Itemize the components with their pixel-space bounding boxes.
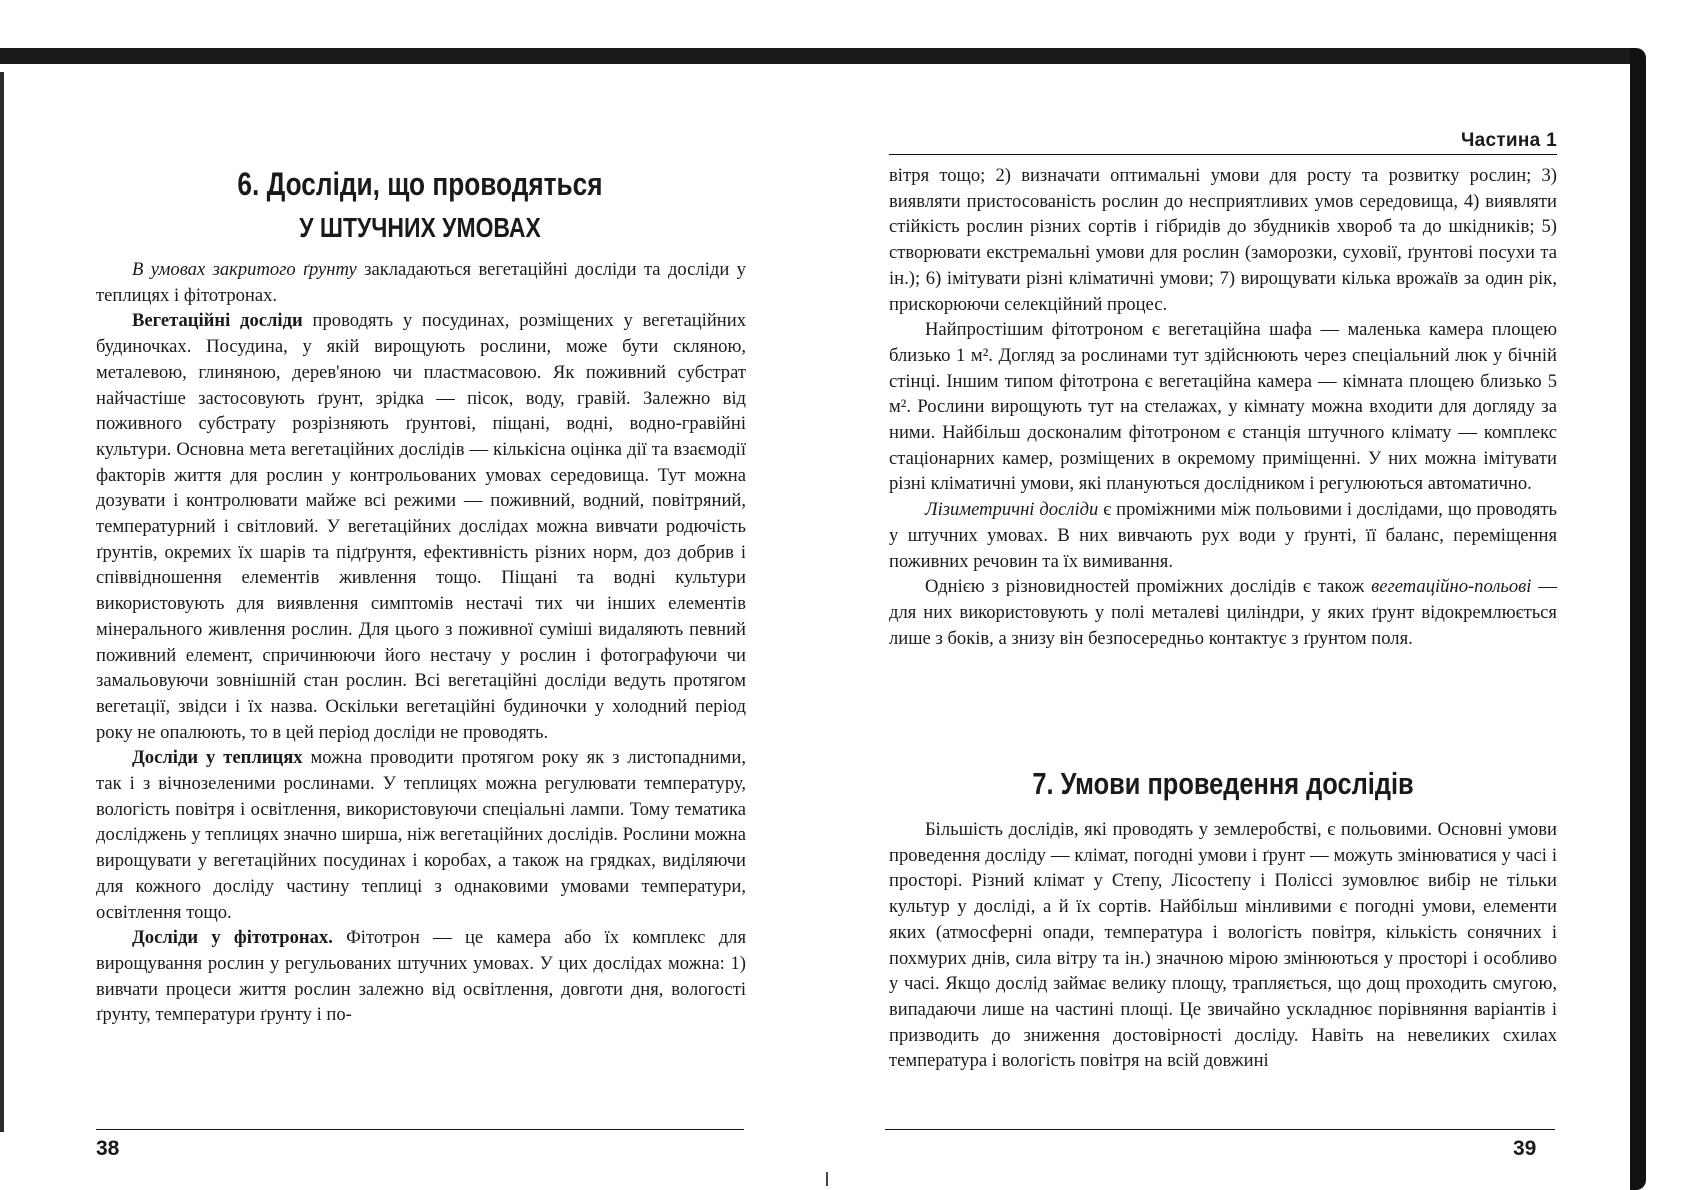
paragraph [889,497,1557,574]
left-page-body [96,257,746,1028]
book-left-edge [0,72,4,1132]
paragraph-text: Однією з різновидностей проміжних дослідів є також [925,576,1372,598]
section-6-heading-line1: 6. Досліди, що проводяться [237,166,603,202]
book-right-edge [1630,48,1646,1190]
bold-term: Досліди у фітотронах. [132,927,333,949]
paragraph [889,817,1557,1074]
bold-term: Вегетаційні досліди [132,310,303,332]
italic-term: вегетаційно-польові [1371,576,1532,598]
page-number-right: 39 [1513,1137,1537,1160]
paragraph [889,163,1557,317]
paragraph [96,257,746,308]
paragraph-text: Фітотрон — це камера або їх комплекс для вирощування рослин у регульованих штучних умовах. У цих дослідах можна: 1) вивчати процеси життя рослин залежно від освітлення, довготи дня, вологості ґрунту, температури ґрунту і по- [96,927,746,1026]
right-page-body-bottom [889,817,1557,1074]
section-7-heading: 7. Умови проведення дослідів [1032,766,1414,801]
italic-term: В умовах закритого ґрунту [132,259,357,280]
paragraph [96,925,746,1028]
paragraph [96,745,746,925]
bold-term: Досліди у теплицях [132,747,303,769]
paragraph [889,574,1557,651]
page-number-left: 38 [96,1137,120,1160]
paragraph-text: Найпростішим фітотроном є вегетаційна шафа — маленька камера площею близько 1 м². Догляд за рослинами тут здійснюють через спеціальний люк у бічній стінці. Іншим типом фітотрона є вегетаційна камера — кімната площею близько 5 м². Рослини вирощують тут на стелажах, у кімнату можна входити для догляду за ними. Найбільш досконалим фітотроном є станція штучного клімату — комплекс стаціонарних камер, розміщених в окремому приміщенні. У них можна імітувати різні кліматичні умови, які плануються дослідником і регулюються автоматично. [889,319,1557,495]
italic-term: Лізиметричні досліди [925,499,1099,521]
running-head-text: Частина 1 [1460,130,1557,151]
right-footer-rule [885,1129,1555,1130]
paragraph-text: є проміжними між польовими і дослідами, що проводять у штучних умовах. В них вивчають рух води у ґрунті, її баланс, переміщення поживних речовин та їх вимивання. [889,499,1557,572]
paragraph-text: Більшість дослідів, які проводять у землеробстві, є польовими. Основні умови проведення досліду — клімат, погодні умови і ґрунт — можуть змінюватися у часі і просторі. Різний клімат у Степу, Лісостепу і Поліссі зумовлює вибір не тільки культур у досліді, а й їх сортів. Найбільш мінливими є погодні умови, елементи яких (атмосферні опади, температура і вологість повітря, кількість сонячних і похмурих днів, сила вітру та ін.) значною мірою змінюються у просторі і особливо у часі. Якщо дослід займає велику площу, трапляється, що дощ проходить смугою, випадаючи лише на частині площі. Це звичайно ускладнює порівняння варіантів і призводить до зниження достовірності досліду. Навіть на невеликих схилах температура і вологість повітря на всій довжині [889,819,1557,1072]
paragraph-text: вітря тощо; 2) визначати оптимальні умови для росту та розвитку рослин; 3) виявляти пристосованість рослин до несприятливих умов середовища, 4) виявляти стійкість рослин різних сортів і гібридів до збудників хвороб та до шкідників; 5) створювати екстремальні умови для рослин (заморозки, суховії, ґрунтові посухи та ін.); 6) імітувати різні кліматичні умови; 7) вирощувати кілька врожаїв за один рік, прискорюючи селекційний процес. [889,165,1557,315]
right-page-body-top [889,163,1557,651]
running-head [889,130,1557,155]
paragraph-text: — для них використовують у полі металеві циліндри, у яких ґрунт відокремлюється лише з боків, а знизу він безпосередньо контактує з ґрунтом поля. [889,576,1557,649]
paragraph-text: закладаються вегетаційні досліди та досліди у теплицях і фітотронах. [96,259,746,306]
paragraph [889,317,1557,497]
paragraph-text: можна проводити протягом року як з листопадними, так і з вічнозеленими рослинами. У теплицях можна регулювати температуру, вологість повітря і освітлення, використовуючи спеціальні лампи. Тому тематика досліджень у теплицях значно ширша, ніж вегетаційних дослідів. Рослини можна вирощувати у вегетаційних посудинах і коробах, а також на грядках, виділяючи для кожного досліду частину теплиці з однаковими умовами температури, освітлення тощо. [96,747,746,923]
section-6-heading-line2: У ШТУЧНИХ УМОВАХ [299,212,541,243]
left-footer-rule [96,1129,744,1130]
book-top-edge [0,48,1645,64]
paragraph-text: проводять у посудинах, розміщених у вегетаційних будиночках. Посудина, у якій вирощують рослини, може бути скляною, металевою, глиняною, дерев'яною чи пластмасовою. Як поживний субстрат найчастіше застосовують ґрунт, зрідка — пісок, воду, гравій. Залежно від поживного субстрату розрізняють ґрунтові, піщані, водні, водно-гравійні культури. Основна мета вегетаційних дослідів — кількісна оцінка дії та взаємодії факторів життя для рослин у контрольованих умовах середовища. Тут можна дозувати і контролювати майже всі режими — поживний, водний, повітряний, температурний і світловий. У вегетаційних дослідах можна вивчати родючість ґрунтів, окремих їх шарів та підґрунтя, ефективність різних норм, доз добрив і співвідношення елементів живлення тощо. Піщані та водні культури використовують для виявлення симптомів нестачі тих чи інших елементів мінерального живлення рослин. Для цього з поживної суміші видаляють певний поживний елемент, спричинюючи його нестачу у рослин і фотографуючи чи замальовуючи зовнішній стан рослин. Всі вегетаційні досліди ведуть протягом вегетації, звідси і їх назва. Оскільки вегетаційні будиночки у холодний період року не опалюють, то в цей період досліди не проводять. [96,310,746,743]
scan-top-margin [0,0,1683,48]
paragraph [96,308,746,745]
gutter-mark [826,1172,828,1186]
